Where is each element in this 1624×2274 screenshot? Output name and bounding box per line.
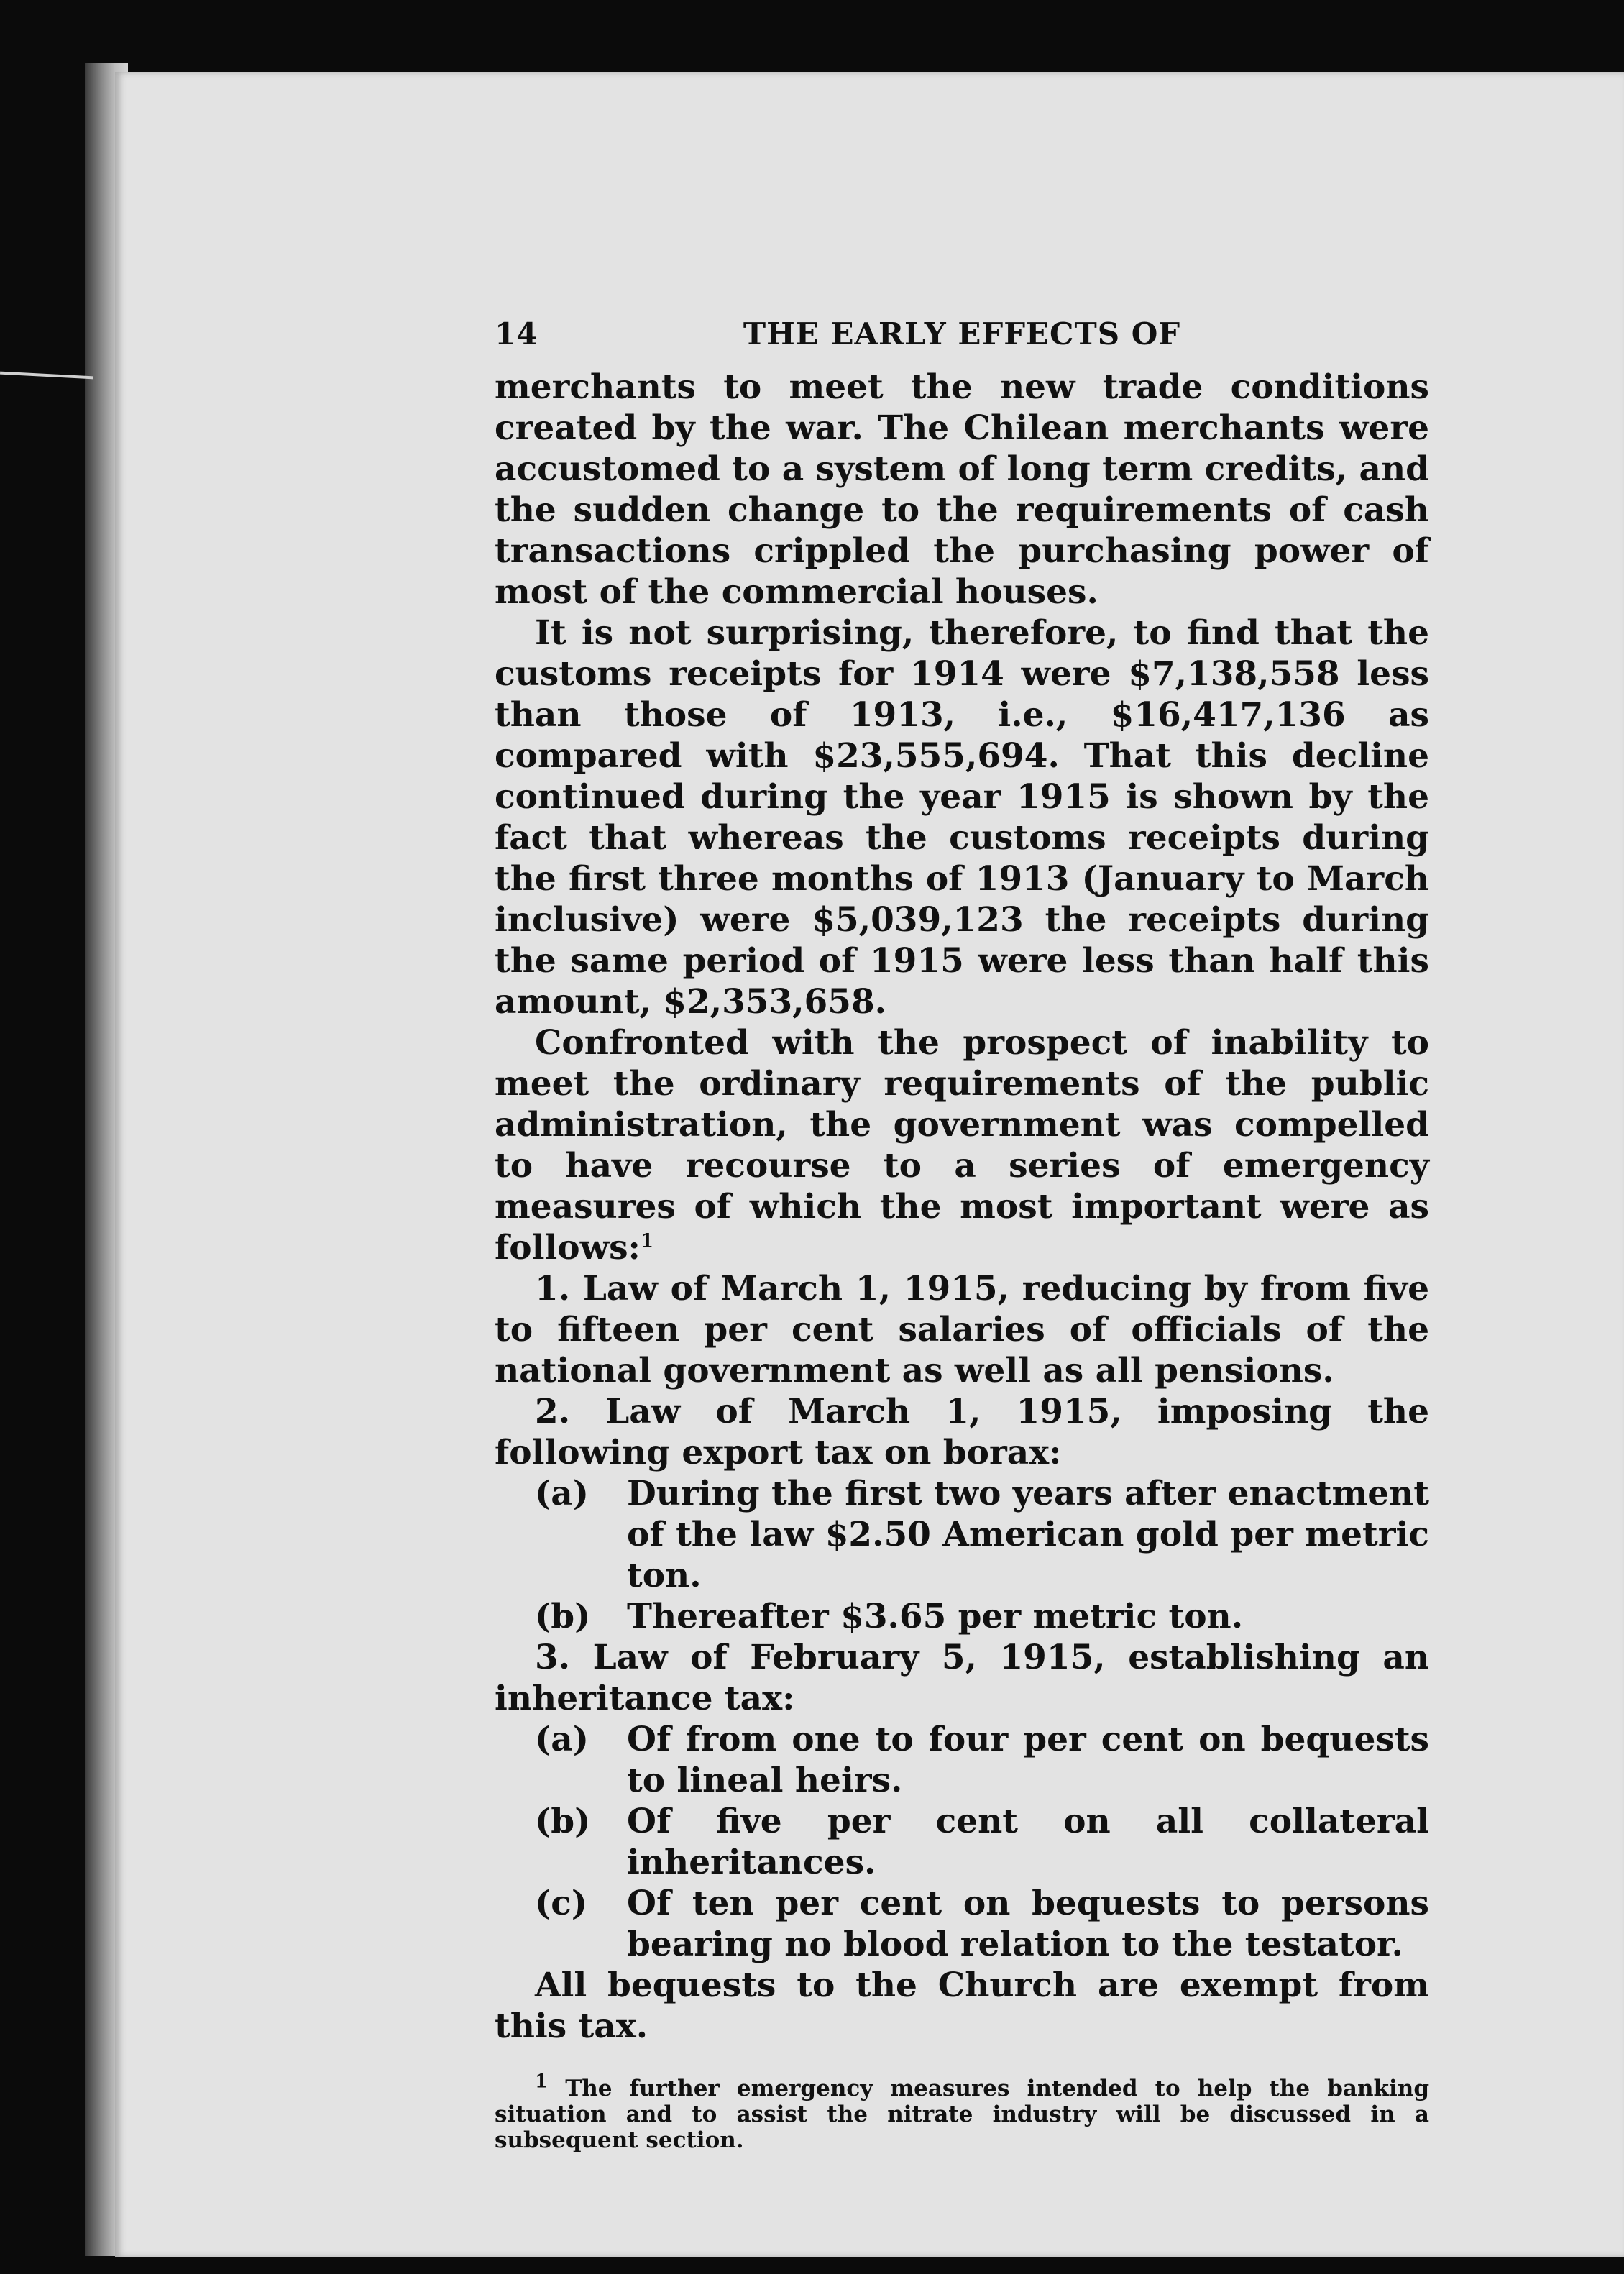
footnote-ref: 1 bbox=[640, 1230, 653, 1252]
paragraph-3-text: Confronted with the prospect of inability to meet the ordinary requirements of the public administration, the government was compelled to have recourse to a series of emergency measures of which the most important were as follows: bbox=[495, 1023, 1429, 1267]
page-number: 14 bbox=[495, 316, 538, 352]
item-label: (b) bbox=[535, 1597, 591, 1636]
footnote bbox=[495, 2071, 1429, 2153]
paragraph-3 bbox=[495, 1022, 1429, 1268]
item-label: (a) bbox=[535, 1720, 589, 1759]
item-text: Thereafter $3.65 per metric ton. bbox=[627, 1597, 1244, 1636]
law-3-item-a bbox=[495, 1719, 1429, 1801]
item-text: Of from one to four per cent on bequests to lineal heirs. bbox=[627, 1720, 1429, 1800]
law-1: 1. Law of March 1, 1915, reducing by from five to fifteen per cent salaries of officials of the national government as well as all pensions. bbox=[495, 1269, 1429, 1390]
law-2-item-a bbox=[495, 1473, 1429, 1596]
law-3-item-c bbox=[495, 1883, 1429, 1965]
paragraph-2: It is not surprising, therefore, to find that the customs receipts for 1914 were $7,138,558 less than those of 1913, i.e., $16,417,136 as compared with $23,555,694. That this decline continued during the year 1915 is shown by the fact that whereas the customs receipts during the first three months of 1913 (January to March inclusive) were $5,039,123 the receipts during the same period of 1915 were less than half this amount, $2,353,658. bbox=[495, 613, 1429, 1022]
item-label: (c) bbox=[535, 1884, 588, 1923]
paragraph-1: merchants to meet the new trade conditions created by the war. The Chilean merchants were accustomed to a system of long term credits, and the sudden change to the requirements of cash transactions crippled the purchasing power of most of the commercial houses. bbox=[495, 367, 1429, 612]
law-2-item-b bbox=[495, 1596, 1429, 1637]
running-head bbox=[495, 302, 1429, 367]
body-text bbox=[495, 367, 1429, 2047]
item-label: (a) bbox=[535, 1474, 589, 1513]
law-3: 3. Law of February 5, 1915, establishing an inheritance tax: bbox=[495, 1638, 1429, 1718]
item-text: During the first two years after enactment of the law $2.50 American gold per metric ton. bbox=[627, 1474, 1429, 1595]
law-2: 2. Law of March 1, 1915, imposing the following export tax on borax: bbox=[495, 1392, 1429, 1472]
closing-paragraph: All bequests to the Church are exempt from this tax. bbox=[495, 1966, 1429, 2046]
law-3-item-b bbox=[495, 1801, 1429, 1883]
item-label: (b) bbox=[535, 1802, 591, 1841]
item-text: Of ten per cent on bequests to persons bearing no blood relation to the testator. bbox=[627, 1884, 1429, 1964]
footnote-text: The further emergency measures intended to help the banking situation and to assist the nitrate industry will be discussed in a subsequent section. bbox=[495, 2076, 1429, 2153]
footnote-marker: 1 bbox=[535, 2071, 549, 2093]
item-text: Of five per cent on all collateral inheritances. bbox=[627, 1802, 1429, 1882]
page-text-block bbox=[495, 302, 1429, 2176]
running-title: THE EARLY EFFECTS OF bbox=[743, 316, 1181, 352]
scan-mark bbox=[0, 372, 93, 380]
